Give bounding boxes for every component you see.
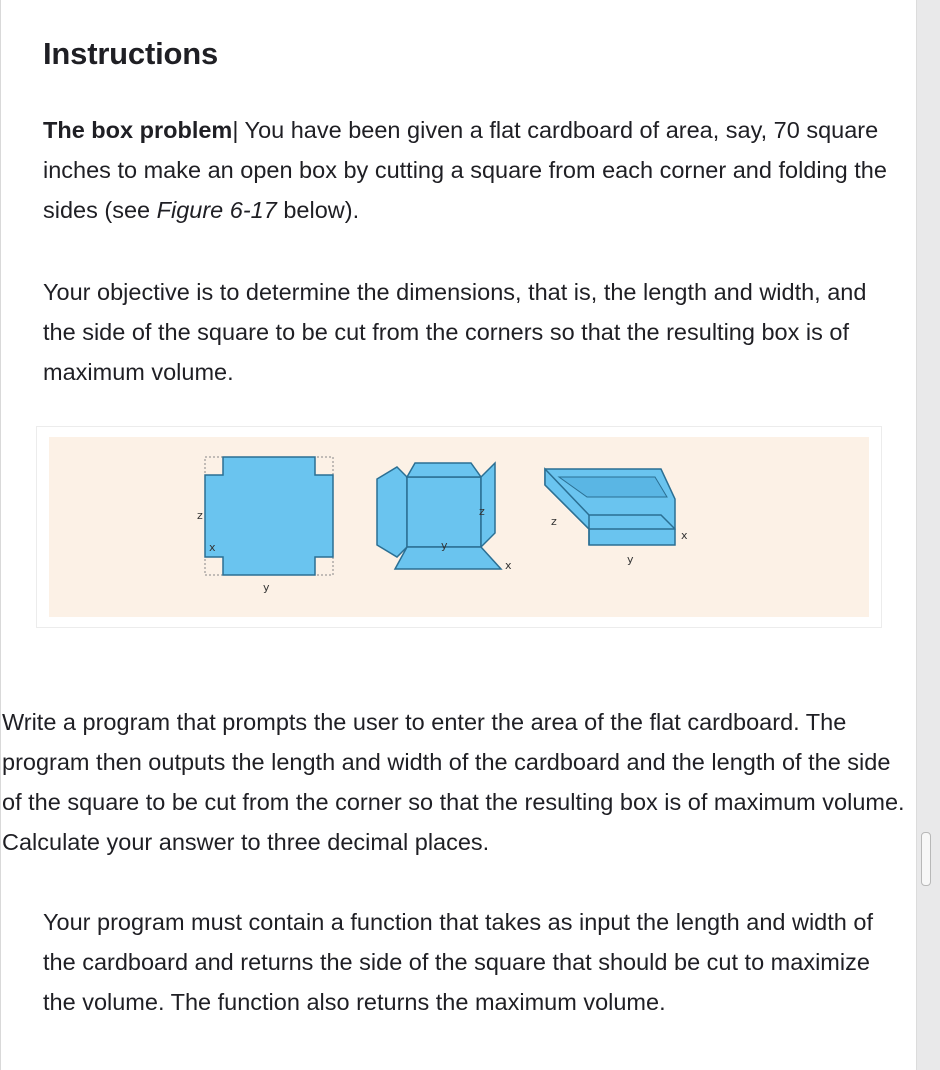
vertical-scrollbar[interactable] [916,0,940,1070]
box-problem-text: You have been given a flat cardboard of area, say, 70 square inches to make an open box by cutting a square from each corner and folding the sides (see [43,117,887,223]
box-problem-text-end: below). [276,197,360,223]
fold-z-label: z [479,505,485,518]
paragraph-function: Your program must contain a function that takes as input the length and width of the cardboard and returns the side of the square that should be cut to maximize the volume. The function also returns the maximum volume. [43,909,873,1015]
open-box-illustration [545,469,688,566]
box-z-label: z [551,515,557,528]
figure-6-17 [36,426,882,628]
flat-z-label: z [197,509,203,522]
box-x-label: x [681,529,688,542]
paragraph-box-problem [43,110,903,230]
box-problem-heading: The box problem [43,117,233,143]
box-diagram [49,437,869,617]
box-y-label: y [627,553,634,566]
scrollbar-thumb[interactable] [921,832,931,886]
figure-background [49,437,869,617]
paragraph-objective: Your objective is to determine the dimensions, that is, the length and width, and the side of the square to be cut from the corners so that the resulting box is of maximum volume. [43,279,867,385]
flat-x-label: x [209,541,216,554]
fold-y-label: y [441,539,448,552]
flat-cardboard-illustration [197,457,333,594]
fold-x-label: x [505,559,512,572]
flat-y-label: y [263,581,270,594]
page-title: Instructions [43,36,219,71]
figure-reference: Figure 6-17 [156,197,277,223]
folding-illustration [377,463,512,572]
paragraph-program: Write a program that prompts the user to enter the area of the flat cardboard. The program then outputs the length and width of the cardboard and the length of the side of the square to be cut from the corner so that the resulting box is of maximum volume. Calculate your answer to three decimal places. [2,709,905,855]
heading-separator: | [232,117,245,143]
